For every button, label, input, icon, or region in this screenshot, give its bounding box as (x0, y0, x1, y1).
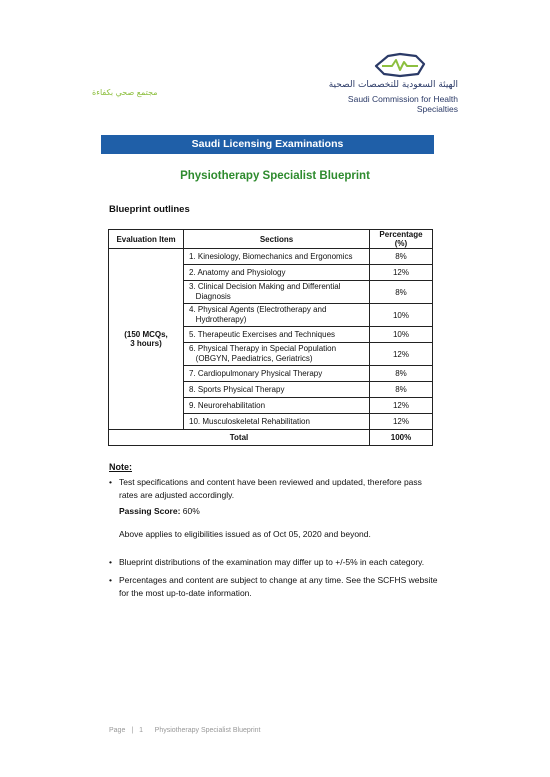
passing-score (119, 506, 200, 516)
section-cell: 9. Neurorehabilitation (184, 398, 370, 414)
table-header-row (109, 230, 433, 249)
section-cell: 1. Kinesiology, Biomechanics and Ergonomics (184, 249, 370, 265)
section-line2: Diagnosis (195, 292, 231, 301)
section-cell: 7. Cardiopulmonary Physical Therapy (184, 366, 370, 382)
section-cell (184, 343, 370, 366)
bullet-icon: • (109, 477, 112, 487)
note-bullet-1 (109, 476, 439, 502)
percentage-cell: 12% (370, 398, 433, 414)
percentage-cell: 8% (370, 366, 433, 382)
note-bullet-3-line1: Percentages and content are subject to change at any time. See the SCFHS website (119, 575, 438, 585)
evaluation-item-cell (109, 249, 184, 430)
section-cell: 10. Musculoskeletal Rehabilitation (184, 414, 370, 430)
footer-doc-name: Physiotherapy Specialist Blueprint (154, 727, 261, 734)
section-cell (184, 304, 370, 327)
percentage-cell: 12% (370, 343, 433, 366)
passing-score-label: Passing Score: (119, 506, 181, 516)
table-row (109, 249, 433, 265)
section-line1: 6. Physical Therapy in Special Population (189, 344, 337, 353)
eligibility-note: Above applies to eligibilities issued as of Oct 05, 2020 and beyond. (119, 529, 371, 539)
footer-page-number: 1 (139, 727, 143, 734)
exam-banner: Saudi Licensing Examinations (101, 135, 434, 154)
evaluation-item-line1: (150 MCQs, (124, 330, 168, 339)
section-line2: (OBGYN, Paediatrics, Geriatrics) (195, 354, 313, 363)
section-cell (184, 281, 370, 304)
percentage-cell: 10% (370, 304, 433, 327)
note-bullet-3-line2: for the most up-to-date information. (119, 588, 252, 598)
org-name-english: Saudi Commission for Health Specialties (347, 94, 458, 114)
note-bullet-1-line1: Test specifications and content have been reviewed and updated, therefore pass (119, 477, 422, 487)
scfhs-logo (318, 48, 468, 114)
tagline-arabic: مجتمع صحي بكفاءة (92, 88, 158, 97)
note-bullet-1-line2: rates are adjusted accordingly. (119, 490, 235, 500)
table-total-row (109, 430, 433, 446)
header-sections: Sections (184, 230, 370, 249)
document-title: Physiotherapy Specialist Blueprint (180, 170, 370, 182)
scfhs-logo-icon (370, 48, 430, 80)
note-bullet-2 (109, 556, 439, 569)
header-evaluation-item: Evaluation Item (109, 230, 184, 249)
percentage-cell: 8% (370, 281, 433, 304)
percentage-cell: 12% (370, 414, 433, 430)
section-line1: 4. Physical Agents (Electrotherapy and (189, 305, 327, 314)
outline-heading: Blueprint outlines (109, 204, 190, 215)
section-line1: 3. Clinical Decision Making and Differential (189, 282, 341, 291)
section-cell: 8. Sports Physical Therapy (184, 382, 370, 398)
percentage-cell: 10% (370, 327, 433, 343)
section-cell: 5. Therapeutic Exercises and Techniques (184, 327, 370, 343)
header-percentage: Percentage (%) (370, 230, 433, 249)
percentage-cell: 12% (370, 265, 433, 281)
passing-score-value: 60% (182, 506, 200, 516)
percentage-cell: 8% (370, 249, 433, 265)
total-percentage: 100% (370, 430, 433, 446)
note-heading: Note: (109, 462, 132, 472)
bullet-icon: • (109, 575, 112, 585)
percentage-cell: 8% (370, 382, 433, 398)
note-bullet-3 (109, 574, 439, 600)
section-line2: Hydrotherapy) (195, 315, 247, 324)
evaluation-item-line2: 3 hours) (130, 339, 162, 348)
page-footer: Page | 1 Physiotherapy Specialist Blueprint (109, 727, 261, 734)
bullet-icon: • (109, 557, 112, 567)
total-label: Total (109, 430, 370, 446)
note-bullet-2-text: Blueprint distributions of the examination may differ up to +/-5% in each category. (119, 557, 425, 567)
footer-page-label: Page (109, 727, 126, 734)
blueprint-table (108, 229, 433, 446)
org-name-arabic: الهيئة السعودية للتخصصات الصحية (328, 80, 458, 90)
section-cell: 2. Anatomy and Physiology (184, 265, 370, 281)
